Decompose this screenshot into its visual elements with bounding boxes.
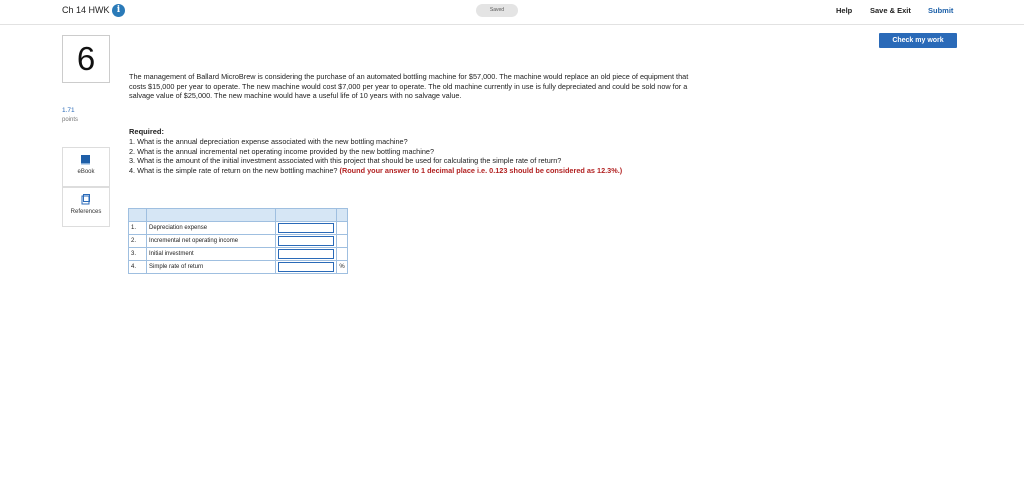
row-unit (337, 235, 348, 248)
book-icon (80, 154, 91, 165)
answer-table-header (129, 209, 348, 222)
question-number: 6 (76, 40, 96, 77)
answer-table (128, 208, 348, 274)
row-unit (337, 222, 348, 235)
table-row (129, 261, 348, 274)
points-label: points (62, 117, 79, 123)
requirements-list (129, 137, 704, 175)
row-label: Depreciation expense (147, 222, 276, 235)
table-row (129, 222, 348, 235)
row-number: 2. (129, 235, 147, 248)
requirement-4-text: 4. What is the simple rate of return on the new bottling machine? (129, 165, 338, 175)
requirement-4 (129, 166, 704, 176)
submit-button[interactable]: Submit (928, 6, 954, 15)
ebook-label: eBook (77, 169, 95, 175)
saved-status: Saved (476, 4, 518, 17)
question-number-box (62, 35, 110, 83)
requirement-3: 3. What is the amount of the initial investment associated with this project that should be used for calculating the simple rate of return? (129, 156, 562, 165)
check-my-work-button[interactable]: Check my work (879, 33, 957, 48)
row-unit (337, 248, 348, 261)
help-link[interactable]: Help (836, 6, 853, 15)
initial-investment-input[interactable] (278, 249, 334, 259)
points-value: 1.71 (62, 107, 75, 114)
info-icon[interactable]: i (112, 4, 125, 17)
simple-rate-of-return-input[interactable] (278, 262, 334, 272)
row-number: 3. (129, 248, 147, 261)
rounding-note: (Round your answer to 1 decimal place i.e. 0.123 should be considered as 12.3%.) (339, 165, 623, 175)
requirement-2: 2. What is the annual incremental net operating income provided by the new bottling machine? (129, 146, 435, 156)
document-icon (80, 194, 91, 205)
required-heading: Required: (129, 127, 165, 136)
problem-text: The management of Ballard MicroBrew is considering the purchase of an automated bottling machine for $57,000. The machine would replace an old piece of equipment that costs $15,000 per year to operate. The new machine would cost $7,000 per year to operate. The old machine currently in use is fully depreciated and could be sold now for a salvage value of $25,000. The new machine would have a useful life of 10 years with no salvage value. (129, 72, 689, 100)
references-button[interactable] (62, 187, 110, 227)
references-label: References (70, 209, 102, 215)
table-row (129, 248, 348, 261)
assignment-title: Ch 14 HWK (62, 5, 110, 15)
table-row (129, 235, 348, 248)
depreciation-expense-input[interactable] (278, 223, 334, 233)
save-exit-button[interactable]: Save & Exit (870, 6, 911, 15)
requirement-1: 1. What is the annual depreciation expense associated with the new bottling machine? (129, 137, 408, 146)
row-number: 4. (129, 261, 147, 274)
incremental-noi-input[interactable] (278, 236, 334, 246)
row-label: Initial investment (147, 248, 276, 261)
percent-unit: % (337, 261, 348, 274)
top-bar (0, 0, 1024, 25)
row-number: 1. (129, 222, 147, 235)
row-label: Incremental net operating income (147, 235, 276, 248)
row-label: Simple rate of return (147, 261, 276, 274)
ebook-button[interactable] (62, 147, 110, 187)
